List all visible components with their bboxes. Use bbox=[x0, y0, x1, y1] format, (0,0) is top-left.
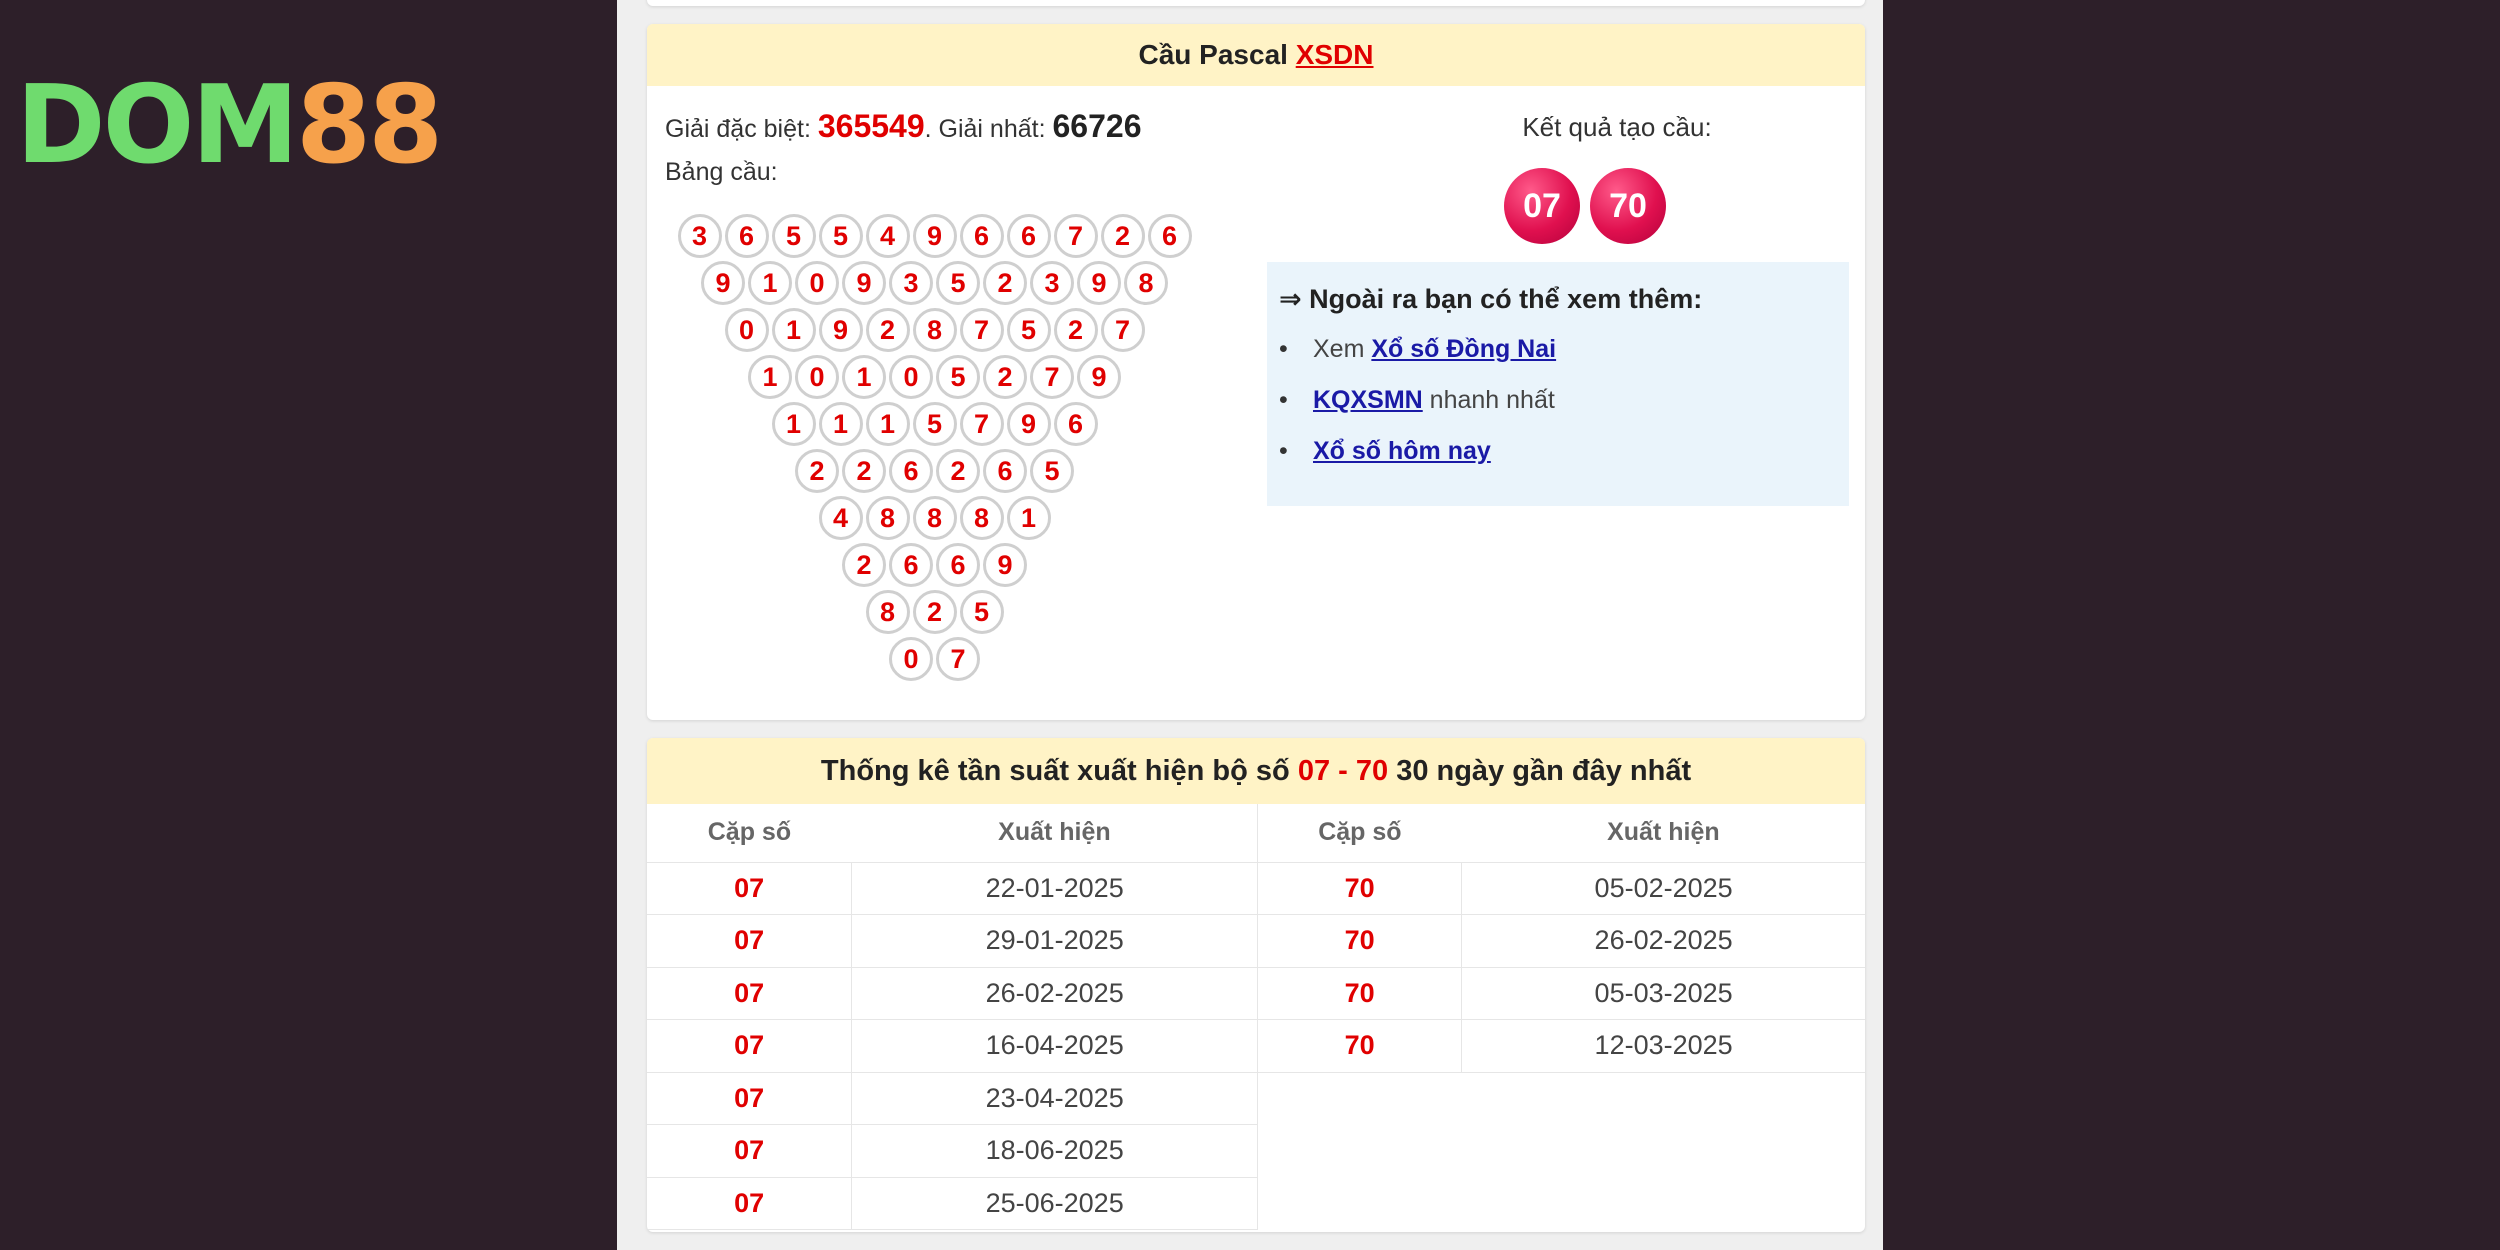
pyramid-ball: 2 bbox=[1054, 308, 1098, 352]
pyramid-ball: 9 bbox=[842, 261, 886, 305]
pyramid-ball: 5 bbox=[960, 590, 1004, 634]
pyramid-row bbox=[647, 402, 1222, 449]
pyramid-ball: 8 bbox=[866, 590, 910, 634]
date-cell: 05-03-2025 bbox=[1462, 967, 1865, 1020]
pyramid-ball: 0 bbox=[889, 637, 933, 681]
xsdn-link[interactable]: XSDN bbox=[1295, 39, 1374, 70]
pyramid-ball: 6 bbox=[983, 449, 1027, 493]
col-pair-header: Cặp số bbox=[1258, 804, 1462, 862]
pyramid-ball: 8 bbox=[960, 496, 1004, 540]
pair-cell: 70 bbox=[1258, 1020, 1462, 1073]
pyramid-ball: 2 bbox=[983, 355, 1027, 399]
stats-title-pair: 07 - 70 bbox=[1297, 754, 1389, 787]
pyramid-ball: 6 bbox=[936, 543, 980, 587]
table-row bbox=[647, 915, 1258, 968]
pyramid-ball: 5 bbox=[819, 214, 863, 258]
table-row bbox=[647, 862, 1258, 915]
pyramid-row bbox=[647, 308, 1222, 355]
date-cell: 18-06-2025 bbox=[852, 1125, 1258, 1178]
pascal-card bbox=[647, 24, 1865, 720]
pyramid-ball: 5 bbox=[913, 402, 957, 446]
list-item bbox=[1279, 437, 1837, 466]
pyramid-ball: 8 bbox=[1124, 261, 1168, 305]
see-more-box bbox=[1267, 262, 1849, 506]
pyramid-row bbox=[647, 261, 1222, 308]
pyramid-ball: 1 bbox=[748, 261, 792, 305]
pyramid-ball: 3 bbox=[889, 261, 933, 305]
table-row bbox=[1258, 862, 1865, 915]
date-cell: 12-03-2025 bbox=[1462, 1020, 1865, 1073]
pyramid-ball: 6 bbox=[1054, 402, 1098, 446]
pyramid-ball: 3 bbox=[1030, 261, 1074, 305]
pyramid-ball: 8 bbox=[866, 496, 910, 540]
pyramid-ball: 1 bbox=[1007, 496, 1051, 540]
date-cell: 05-02-2025 bbox=[1462, 862, 1865, 915]
stats-title-suffix: 30 ngày gần đây nhất bbox=[1396, 754, 1692, 787]
pyramid-ball: 9 bbox=[1077, 261, 1121, 305]
result-ball: 07 bbox=[1504, 168, 1580, 244]
pyramid-ball: 8 bbox=[913, 496, 957, 540]
table-row bbox=[1258, 967, 1865, 1020]
pyramid-ball: 0 bbox=[725, 308, 769, 352]
pair-cell: 70 bbox=[1258, 967, 1462, 1020]
table-row bbox=[647, 1020, 1258, 1073]
pyramid-ball: 3 bbox=[678, 214, 722, 258]
prize-line bbox=[665, 108, 1141, 145]
result-ball: 70 bbox=[1590, 168, 1666, 244]
pair-cell: 07 bbox=[647, 862, 852, 915]
pair-cell: 07 bbox=[647, 1125, 852, 1178]
stats-card bbox=[647, 738, 1865, 1232]
table-header-row bbox=[1258, 804, 1865, 862]
xo-so-hom-nay-link[interactable]: Xổ số hôm nay bbox=[1313, 437, 1491, 465]
pyramid-ball: 5 bbox=[1007, 308, 1051, 352]
first-prize-label: . Giải nhất: bbox=[924, 115, 1053, 143]
pascal-title-text: Cầu Pascal bbox=[1138, 39, 1288, 70]
logo-text-88: 88 bbox=[295, 63, 441, 188]
pyramid-ball: 9 bbox=[1077, 355, 1121, 399]
table-row bbox=[1258, 915, 1865, 968]
logo-text-dom: DOM bbox=[16, 63, 296, 188]
pyramid-ball: 2 bbox=[866, 308, 910, 352]
list-item bbox=[1279, 335, 1837, 364]
pyramid-ball: 1 bbox=[748, 355, 792, 399]
pyramid-row bbox=[647, 496, 1222, 543]
pyramid-ball: 1 bbox=[842, 355, 886, 399]
kqxsmn-link[interactable]: KQXSMN bbox=[1313, 386, 1423, 414]
table-header-row bbox=[647, 804, 1258, 862]
pyramid-ball: 6 bbox=[1148, 214, 1192, 258]
pair-cell: 70 bbox=[1258, 915, 1462, 968]
pair-cell: 07 bbox=[647, 1072, 852, 1125]
stats-table-right bbox=[1258, 804, 1865, 1073]
pyramid-ball: 9 bbox=[701, 261, 745, 305]
pyramid-ball: 2 bbox=[842, 449, 886, 493]
pyramid-ball: 7 bbox=[1054, 214, 1098, 258]
pyramid-ball: 1 bbox=[866, 402, 910, 446]
pyramid-ball: 6 bbox=[1007, 214, 1051, 258]
pyramid-row bbox=[647, 590, 1222, 637]
pyramid-ball: 1 bbox=[819, 402, 863, 446]
dom88-logo[interactable] bbox=[16, 63, 441, 188]
pyramid-ball: 7 bbox=[960, 402, 1004, 446]
table-row bbox=[1258, 1020, 1865, 1073]
pyramid-ball: 5 bbox=[772, 214, 816, 258]
pyramid-ball: 5 bbox=[1030, 449, 1074, 493]
pyramid-ball: 0 bbox=[795, 261, 839, 305]
pyramid-ball: 2 bbox=[936, 449, 980, 493]
pascal-title bbox=[647, 24, 1865, 86]
pair-cell: 70 bbox=[1258, 862, 1462, 915]
pyramid-row bbox=[647, 214, 1222, 261]
pyramid-ball: 0 bbox=[795, 355, 839, 399]
pyramid-ball: 2 bbox=[913, 590, 957, 634]
col-seen-header: Xuất hiện bbox=[1462, 804, 1865, 862]
stats-table-left bbox=[647, 804, 1258, 1230]
date-cell: 25-06-2025 bbox=[852, 1177, 1258, 1230]
pair-cell: 07 bbox=[647, 1020, 852, 1073]
list-item-text: Xem bbox=[1313, 335, 1372, 363]
pyramid-ball: 6 bbox=[889, 543, 933, 587]
pyramid-ball: 6 bbox=[960, 214, 1004, 258]
pair-cell: 07 bbox=[647, 967, 852, 1020]
date-cell: 23-04-2025 bbox=[852, 1072, 1258, 1125]
pyramid-ball: 8 bbox=[913, 308, 957, 352]
list-item-text: nhanh nhất bbox=[1422, 386, 1555, 414]
list-item bbox=[1279, 386, 1837, 415]
table-row bbox=[647, 1177, 1258, 1230]
date-cell: 26-02-2025 bbox=[852, 967, 1258, 1020]
pyramid-ball: 4 bbox=[819, 496, 863, 540]
pyramid-ball: 7 bbox=[960, 308, 1004, 352]
stats-title-prefix: Thống kê tần suất xuất hiện bộ số bbox=[820, 754, 1290, 787]
previous-card-edge bbox=[647, 0, 1865, 6]
special-prize-label: Giải đặc biệt: bbox=[665, 115, 818, 143]
pyramid-ball: 9 bbox=[1007, 402, 1051, 446]
pyramid-row bbox=[647, 449, 1222, 496]
pyramid-ball: 9 bbox=[819, 308, 863, 352]
date-cell: 26-02-2025 bbox=[1462, 915, 1865, 968]
pyramid-ball: 7 bbox=[936, 637, 980, 681]
pyramid-ball: 5 bbox=[936, 261, 980, 305]
result-balls bbox=[1504, 168, 1666, 244]
pyramid-ball: 9 bbox=[983, 543, 1027, 587]
pyramid-ball: 4 bbox=[866, 214, 910, 258]
table-row bbox=[647, 1072, 1258, 1125]
date-cell: 22-01-2025 bbox=[852, 862, 1258, 915]
date-cell: 29-01-2025 bbox=[852, 915, 1258, 968]
xo-so-dong-nai-link[interactable]: Xổ số Đồng Nai bbox=[1371, 335, 1557, 363]
pyramid-ball: 1 bbox=[772, 308, 816, 352]
pyramid-ball: 5 bbox=[936, 355, 980, 399]
board-label: Bảng cầu: bbox=[665, 158, 778, 186]
pyramid-row bbox=[647, 543, 1222, 590]
pyramid-ball: 2 bbox=[842, 543, 886, 587]
pyramid-ball: 2 bbox=[983, 261, 1027, 305]
pair-cell: 07 bbox=[647, 1177, 852, 1230]
pyramid-ball: 6 bbox=[725, 214, 769, 258]
first-prize-value: 66726 bbox=[1052, 108, 1142, 144]
pyramid-ball: 7 bbox=[1101, 308, 1145, 352]
pyramid-ball: 7 bbox=[1030, 355, 1074, 399]
table-row bbox=[647, 1125, 1258, 1178]
result-label: Kết quả tạo cầu: bbox=[1522, 112, 1712, 142]
content-column bbox=[617, 0, 1883, 1250]
stats-title bbox=[647, 738, 1865, 804]
pascal-pyramid bbox=[647, 214, 1222, 704]
see-more-list bbox=[1279, 335, 1837, 466]
see-more-title: ⇒ Ngoài ra bạn có thể xem thêm: bbox=[1279, 284, 1703, 314]
pyramid-ball: 0 bbox=[889, 355, 933, 399]
table-row bbox=[647, 967, 1258, 1020]
col-pair-header: Cặp số bbox=[647, 804, 852, 862]
col-seen-header: Xuất hiện bbox=[852, 804, 1258, 862]
date-cell: 16-04-2025 bbox=[852, 1020, 1258, 1073]
special-prize-value: 365549 bbox=[817, 108, 925, 144]
pyramid-ball: 2 bbox=[795, 449, 839, 493]
pair-cell: 07 bbox=[647, 915, 852, 968]
pyramid-ball: 6 bbox=[889, 449, 933, 493]
pyramid-row bbox=[647, 637, 1222, 684]
pyramid-ball: 1 bbox=[772, 402, 816, 446]
pyramid-ball: 2 bbox=[1101, 214, 1145, 258]
pyramid-row bbox=[647, 355, 1222, 402]
pyramid-ball: 9 bbox=[913, 214, 957, 258]
